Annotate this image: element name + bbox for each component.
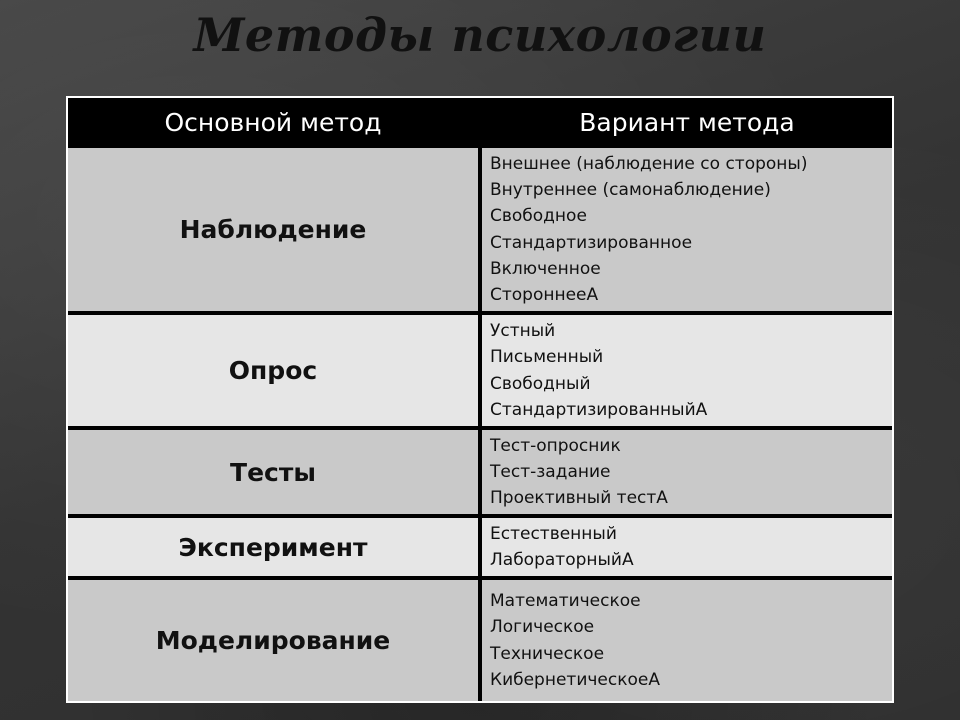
column-divider xyxy=(478,148,482,311)
table-row xyxy=(68,315,892,426)
variant-item: Включенное xyxy=(490,258,601,279)
method-cell: Тесты xyxy=(230,457,316,487)
variant-item: Проективный тестА xyxy=(490,488,668,509)
column-divider xyxy=(478,580,482,701)
column-divider xyxy=(478,315,482,426)
table-header xyxy=(68,98,892,148)
header-method: Основной метод xyxy=(164,108,382,137)
variant-item: Тест-задание xyxy=(490,461,611,482)
variant-list xyxy=(490,430,890,514)
variant-list xyxy=(490,315,890,426)
variant-item: Техническое xyxy=(490,643,605,664)
table-row xyxy=(68,580,892,701)
method-cell: Наблюдение xyxy=(179,215,367,244)
variant-item: Тест-опросник xyxy=(490,435,621,456)
table-row xyxy=(68,148,892,311)
variant-list xyxy=(490,518,890,576)
variant-item: Естественный xyxy=(490,523,617,544)
variant-item: Свободный xyxy=(490,373,591,394)
variant-item: СтандартизированныйА xyxy=(490,399,708,420)
variant-item: Устный xyxy=(490,320,556,341)
method-cell: Моделирование xyxy=(155,626,391,655)
table-row xyxy=(68,518,892,576)
variant-item: Математическое xyxy=(490,590,641,611)
method-cell: Опрос xyxy=(228,356,318,385)
page-title: Методы психологии xyxy=(193,8,767,62)
variant-list xyxy=(490,148,890,311)
variant-list xyxy=(490,580,890,701)
variant-item: КибернетическоеА xyxy=(490,669,660,690)
table-row xyxy=(68,430,892,514)
header-variant: Вариант метода xyxy=(579,108,795,137)
variant-item: СтороннееА xyxy=(490,285,599,306)
variant-item: Внутреннее (самонаблюдение) xyxy=(490,179,771,200)
variant-item: Внешнее (наблюдение со стороны) xyxy=(490,153,808,174)
column-divider xyxy=(478,518,482,576)
variant-item: Логическое xyxy=(490,617,595,638)
variant-item: Письменный xyxy=(490,347,604,368)
methods-table xyxy=(66,96,894,703)
column-divider xyxy=(478,430,482,514)
variant-item: Стандартизированное xyxy=(490,232,693,253)
variant-item: Свободное xyxy=(490,206,587,227)
method-cell: Эксперимент xyxy=(178,532,368,562)
variant-item: ЛабораторныйА xyxy=(490,550,634,570)
